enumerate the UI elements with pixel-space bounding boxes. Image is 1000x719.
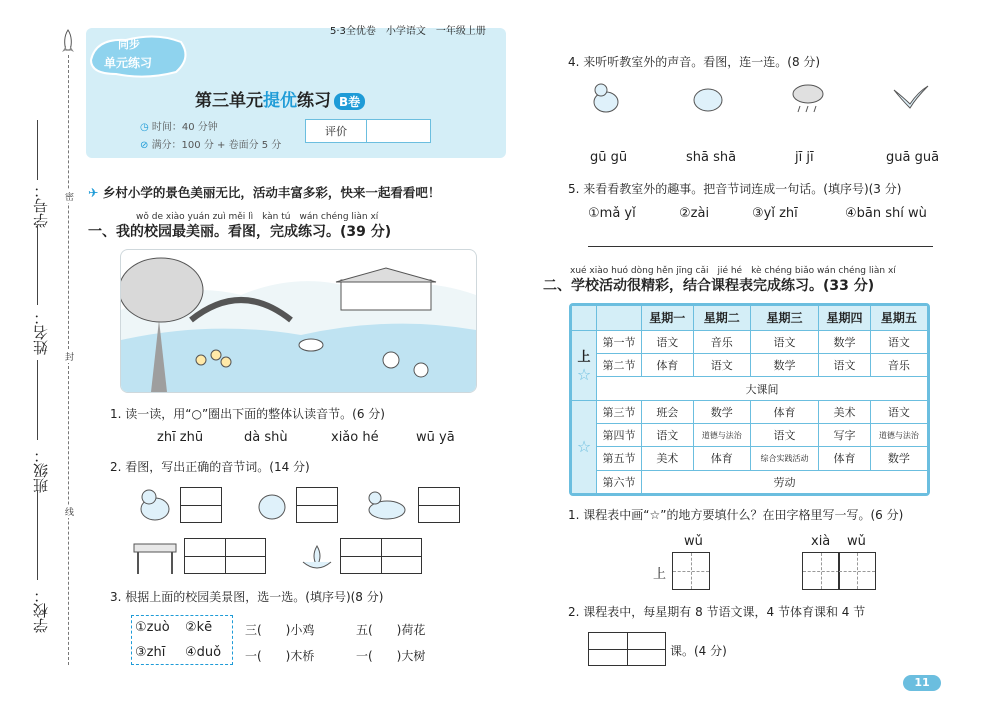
desk-icon xyxy=(130,540,180,576)
q4-sound-3[interactable]: jī jī xyxy=(795,150,814,165)
duck xyxy=(299,339,323,351)
q5-word-3: ③yǐ zhī xyxy=(752,206,798,221)
s2q1-prompt: 1. 课程表中画“☆”的地方要填什么？在田字格里写一写。(6 分) xyxy=(568,508,904,522)
section2-pinyin: xué xiào huó dòng hěn jīng cǎi jié hé kè chéng biǎo wán chéng liàn xí xyxy=(570,266,896,276)
version-tag: B卷 xyxy=(334,93,365,110)
q3-opt-3: ③zhī xyxy=(135,645,166,660)
table-cell: 语文 xyxy=(819,354,871,377)
q4-prompt: 4. 来听听教室外的声音。看图，连一连。(8 分) xyxy=(568,55,821,69)
full-score xyxy=(140,136,281,151)
eval-field[interactable] xyxy=(367,120,430,142)
book-info: 5·3全优卷 小学语文 一年级上册 xyxy=(330,26,486,37)
table-cell: 班会 xyxy=(642,400,694,423)
break-row: 大课间 xyxy=(597,377,928,400)
title-highlight: 提优 xyxy=(263,91,297,111)
table-cell: 数学 xyxy=(750,354,818,377)
page-title xyxy=(195,86,365,111)
rocket-icon xyxy=(58,28,78,56)
id-label: 学号： xyxy=(32,183,50,228)
period-label: 第五节 xyxy=(597,447,642,470)
lotus-icon xyxy=(297,540,337,574)
table-cell: 道德与法治 xyxy=(870,424,927,447)
cut-mark-1: 密 xyxy=(63,192,73,201)
table-cell: 语文 xyxy=(642,424,694,447)
score-text: 满分：100 分 + 卷面分 5 分 xyxy=(151,140,282,151)
table-cell: 语文 xyxy=(750,424,818,447)
q1-option-3[interactable]: xiǎo hé xyxy=(331,430,379,445)
q2-answer-duck[interactable] xyxy=(418,487,460,523)
rocket-small-icon: ✈ xyxy=(88,185,103,200)
day-wed: 星期三 xyxy=(750,306,818,331)
school-label: 学校： xyxy=(32,588,50,633)
intro-text: 乡村小学的景色美丽无比，活动丰富多彩，快来一起看看吧！ xyxy=(102,185,441,200)
q2-answer-desk[interactable] xyxy=(184,538,266,574)
table-cell: 美术 xyxy=(819,400,871,423)
star-icon[interactable]: ☆ xyxy=(576,365,592,385)
table-cell: 体育 xyxy=(693,447,750,470)
s2q1-pinyin-2a: xià xyxy=(811,534,831,549)
corner-cell xyxy=(572,306,597,331)
tianzige-2[interactable] xyxy=(802,552,840,590)
section1-title: 一、我的校园最美丽。看图，完成练习。(39 分) xyxy=(88,224,392,240)
q3-prompt: 3. 根据上面的校园美景图，选一选。(填序号)(8 分) xyxy=(110,590,384,604)
corner-cell-2 xyxy=(597,306,642,331)
q3-fill-4[interactable]: 一( )大树 xyxy=(356,649,426,663)
q2-answer-chick[interactable] xyxy=(180,487,222,523)
binding-margin xyxy=(0,0,80,719)
bird-icon xyxy=(890,80,930,114)
table-cell: 数学 xyxy=(693,400,750,423)
section2-title: 二、学校活动很精彩，结合课程表完成练习。(33 分) xyxy=(543,278,875,294)
name-line[interactable] xyxy=(37,225,38,305)
cut-mark-3: 线 xyxy=(63,507,73,516)
table-cell: 音乐 xyxy=(870,354,927,377)
day-mon: 星期一 xyxy=(642,306,694,331)
section1-pinyin: wǒ de xiào yuán zuì měi lì kàn tú wán chéng liàn xí xyxy=(136,212,379,222)
day-thu: 星期四 xyxy=(819,306,871,331)
q4-sound-4[interactable]: guā guā xyxy=(886,150,940,165)
time-limit xyxy=(140,118,218,133)
chick-sound-icon xyxy=(590,80,622,114)
q3-opt-2: ②kē xyxy=(185,620,213,635)
s2q1-pinyin-2b: wǔ xyxy=(847,534,866,549)
check-icon: ⊘ xyxy=(140,140,152,151)
q5-answer-line[interactable] xyxy=(588,246,933,247)
table-cell: 体育 xyxy=(750,400,818,423)
q5-prompt: 5. 来看看教室外的趣事。把音节词连成一句话。(填序号)(3 分) xyxy=(568,182,902,196)
q2-answer-lotus[interactable] xyxy=(340,538,422,574)
s2q2-answer[interactable] xyxy=(588,632,666,666)
labor-row: 劳动 xyxy=(642,470,928,493)
morning-cell xyxy=(572,330,597,400)
clock-icon: ◷ xyxy=(140,122,152,133)
q3-opt-1: ①zuò xyxy=(135,620,170,635)
eval-label: 评价 xyxy=(306,120,367,142)
morning-label: 上 xyxy=(577,350,591,366)
q5-word-2: ②zài xyxy=(679,206,710,221)
afternoon-cell xyxy=(572,400,597,493)
table-cell: 语文 xyxy=(642,330,694,353)
table-cell: 语文 xyxy=(693,354,750,377)
table-cell: 写字 xyxy=(819,424,871,447)
school-building xyxy=(336,268,436,310)
table-cell: 道德与法治 xyxy=(693,424,750,447)
period-label: 第二节 xyxy=(597,354,642,377)
rain-cloud-icon xyxy=(790,82,826,114)
period-label: 第三节 xyxy=(597,400,642,423)
q5-word-1: ①mǎ yǐ xyxy=(588,206,636,221)
eval-box xyxy=(305,119,431,143)
table-cell: 语文 xyxy=(870,330,927,353)
badge-line1: 同步 xyxy=(118,38,140,51)
day-fri: 星期五 xyxy=(870,306,927,331)
id-line[interactable] xyxy=(37,120,38,180)
frog-icon xyxy=(255,485,289,523)
table-cell: 音乐 xyxy=(693,330,750,353)
period-label: 第四节 xyxy=(597,424,642,447)
table-cell: 综合实践活动 xyxy=(750,447,818,470)
table-cell: 数学 xyxy=(819,330,871,353)
period-label: 第一节 xyxy=(597,330,642,353)
q3-fill-2[interactable]: 五( )荷花 xyxy=(356,623,426,637)
s2q1-pinyin-1: wǔ xyxy=(684,534,703,549)
table-cell: 美术 xyxy=(642,447,694,470)
campus-scene-image xyxy=(120,249,477,393)
q2-answer-frog[interactable] xyxy=(296,487,338,523)
title-post: 练习 xyxy=(297,91,331,111)
table-cell: 语文 xyxy=(750,330,818,353)
s2q2-prompt: 2. 课程表中，每星期有 8 节语文课，4 节体育课和 4 节 xyxy=(568,605,866,619)
table-cell: 语文 xyxy=(870,400,927,423)
class-line[interactable] xyxy=(37,360,38,440)
cut-mark-2: 封 xyxy=(63,352,73,361)
tianzige-1[interactable] xyxy=(672,552,710,590)
s2q1-char: 上 xyxy=(653,567,667,582)
q4-sound-1[interactable]: gū gū xyxy=(590,150,628,165)
intro-line xyxy=(88,183,440,201)
school-line[interactable] xyxy=(37,490,38,580)
badge-line2: 单元练习 xyxy=(104,56,153,70)
q3-fill-1[interactable]: 三( )小鸡 xyxy=(245,623,315,637)
class-schedule xyxy=(569,303,930,496)
table-cell: 体育 xyxy=(819,447,871,470)
q5-word-4: ④bān shí wù xyxy=(845,206,927,221)
tianzige-3[interactable] xyxy=(838,552,876,590)
chick-icon xyxy=(135,485,173,523)
q1-option-4[interactable]: wū yā xyxy=(416,430,455,445)
duck-icon xyxy=(363,488,409,522)
q4-sound-2[interactable]: shā shā xyxy=(686,150,737,165)
time-text: 时间：40 分钟 xyxy=(151,122,218,133)
table-cell: 体育 xyxy=(642,354,694,377)
q1-prompt: 1. 读一读，用“○”圈出下面的整体认读音节。(6 分) xyxy=(110,407,385,421)
class-label: 班级： xyxy=(32,448,50,493)
s2q2-tail: 课。(4 分) xyxy=(670,644,727,658)
q1-option-1[interactable]: zhī zhū xyxy=(157,430,204,445)
frog-sound-icon xyxy=(690,80,726,114)
unit-badge xyxy=(86,30,196,80)
star-icon-2[interactable]: ☆ xyxy=(576,437,592,457)
q3-fill-3[interactable]: 一( )木桥 xyxy=(245,649,315,663)
name-label: 姓名： xyxy=(32,310,50,355)
page-number: 11 xyxy=(903,675,941,691)
title-pre: 第三单元 xyxy=(195,91,263,111)
table-cell: 数学 xyxy=(870,447,927,470)
q2-prompt: 2. 看图，写出正确的音节词。(14 分) xyxy=(110,460,310,474)
day-tue: 星期二 xyxy=(693,306,750,331)
q3-opt-4: ④duǒ xyxy=(185,645,222,660)
q1-option-2[interactable]: dà shù xyxy=(244,430,288,445)
period-label: 第六节 xyxy=(597,470,642,493)
